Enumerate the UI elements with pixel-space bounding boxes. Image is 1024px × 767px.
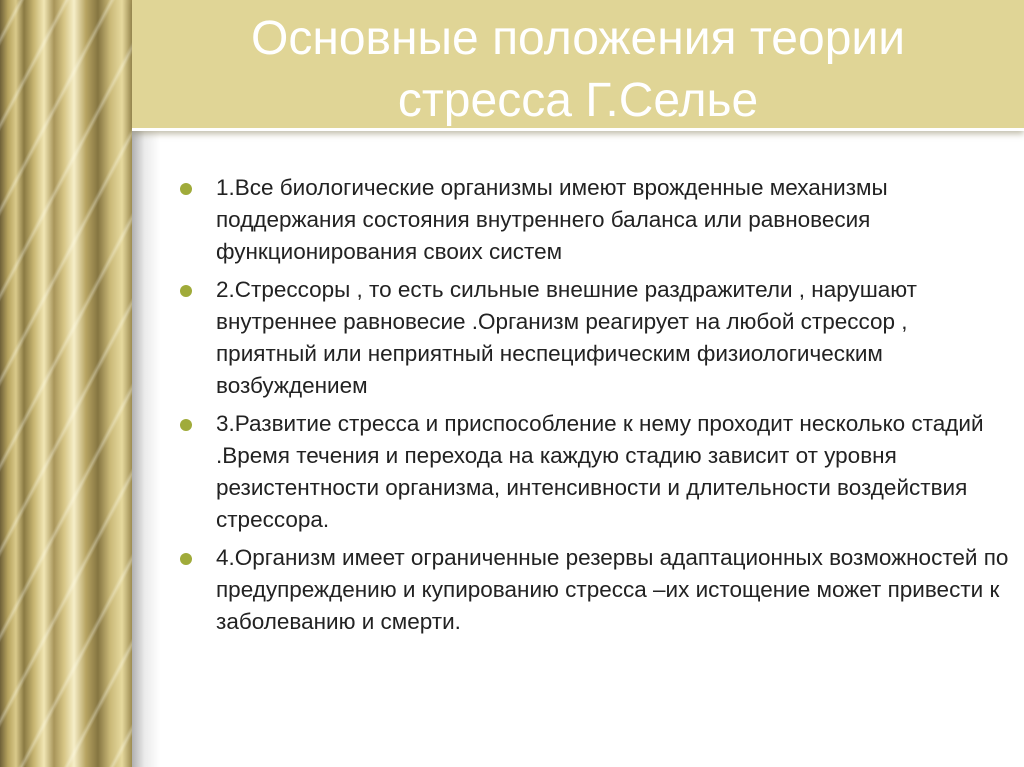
bullet-text-4: 4.Организм имеет ограниченные резервы адаптационных возможностей по предупреждению и купированию стресса –их истощение может привести к заболеванию и смерти.	[216, 545, 1009, 634]
bullet-dot-icon	[180, 553, 192, 565]
bullet-item-4	[180, 542, 1010, 638]
bullet-item-2	[180, 274, 1010, 402]
bullet-item-3	[180, 408, 1010, 536]
bullet-dot-icon	[180, 419, 192, 431]
decorative-gold-pillar	[0, 0, 132, 767]
bullet-dot-icon	[180, 285, 192, 297]
bullet-text-3: 3.Развитие стресса и приспособление к нему проходит несколько стадий .Время течения и перехода на каждую стадию зависит от уровня резистентности организма, интенсивности и длительности воздействия стрессора.	[216, 411, 984, 532]
bullet-text-2: 2.Стрессоры , то есть сильные внешние раздражители , нарушают внутреннее равновесие .Организм реагирует на любой стрессор , приятный или неприятный неспецифическим физиологическим возбуждением	[216, 277, 917, 398]
slide-title	[132, 8, 1024, 132]
title-line-2: стресса Г.Селье	[397, 74, 759, 127]
title-line-1: Основные положения теории	[250, 12, 906, 65]
bullet-item-1	[180, 172, 1010, 268]
bullet-dot-icon	[180, 183, 192, 195]
bullet-list	[180, 172, 1010, 644]
bullet-text-1: 1.Все биологические организмы имеют врожденные механизмы поддержания состояния внутреннего баланса или равновесия функционирования своих систем	[216, 175, 888, 264]
